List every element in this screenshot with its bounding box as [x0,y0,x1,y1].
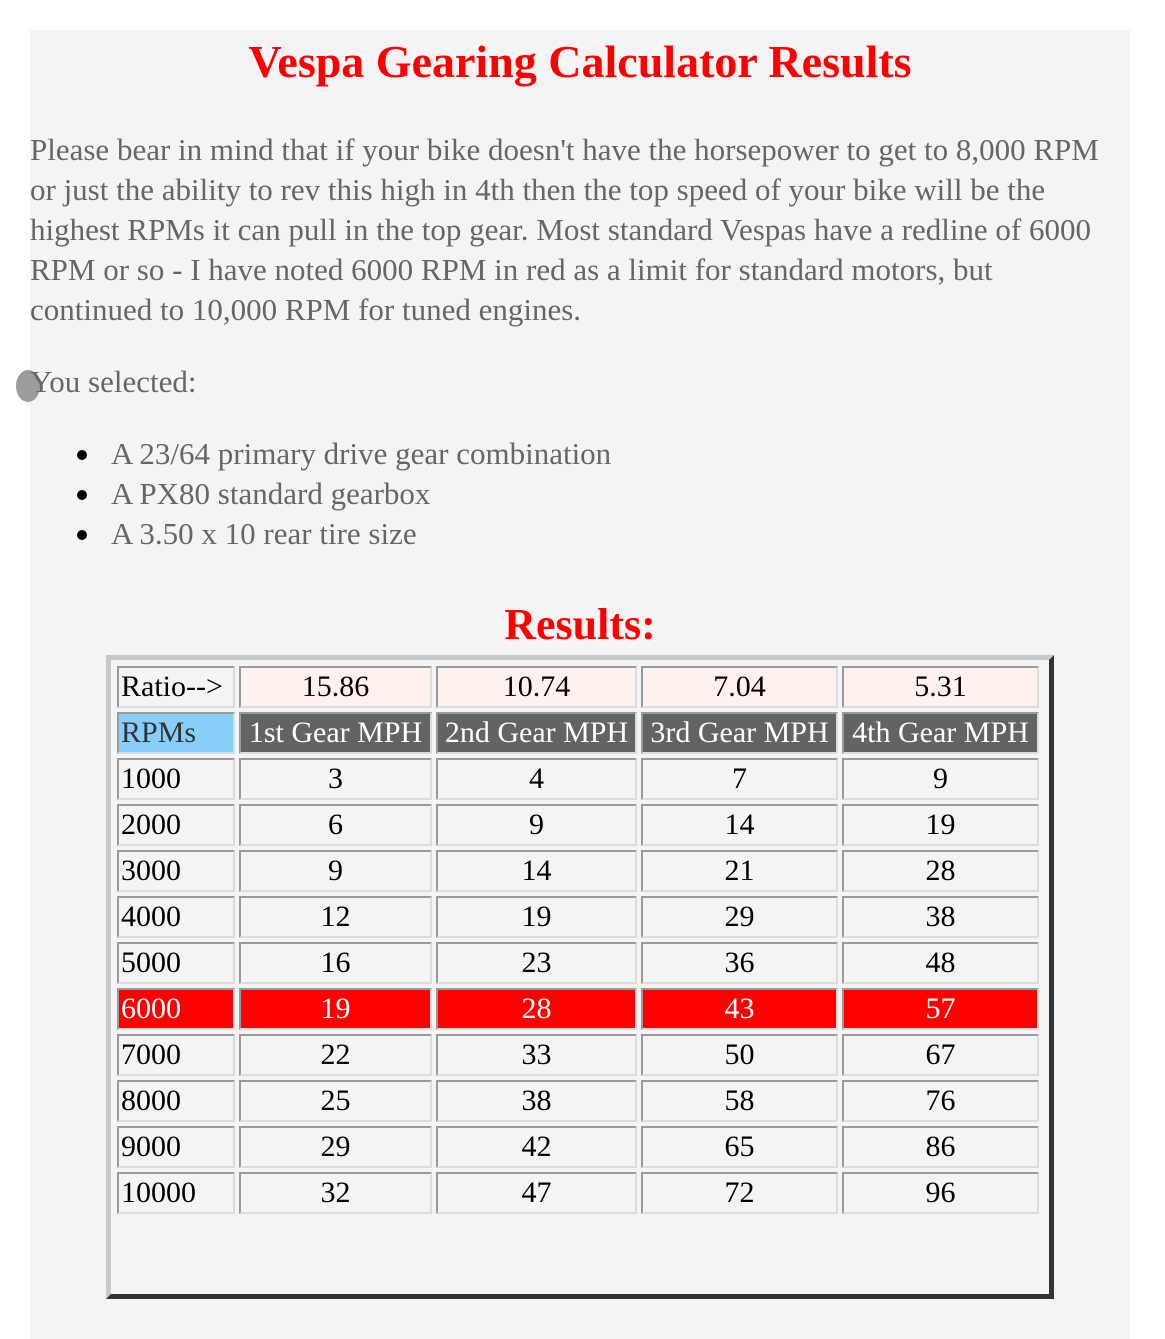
mph-cell: 3 [239,758,432,800]
ratio-row [117,666,1039,708]
mph-cell: 96 [842,1172,1039,1214]
ratio-cell: 10.74 [436,666,637,708]
selection-item: A PX80 standard gearbox [74,474,611,514]
mph-cell: 33 [436,1034,637,1076]
table-row [117,1080,1039,1122]
intro-paragraph: Please bear in mind that if your bike doesn't have the horsepower to get to 8,000 RPM or just the ability to rev this high in 4th then the top speed of your bike will be the highest RPMs it can pull in the top gear. Most standard Vespas have a redline of 6000 RPM or so - I have noted 6000 RPM in red as a limit for standard motors, but continued to 10,000 RPM for tuned engines. [30,132,1099,327]
mph-cell: 19 [239,988,432,1030]
redline-row [117,988,1039,1030]
ratio-cell: 5.31 [842,666,1039,708]
table-row [117,1034,1039,1076]
content-panel [30,30,1130,1339]
mph-cell: 14 [641,804,838,846]
rpm-cell: 9000 [117,1126,235,1168]
mph-cell: 9 [842,758,1039,800]
mph-cell: 9 [436,804,637,846]
rpm-cell: 1000 [117,758,235,800]
mph-cell: 28 [842,850,1039,892]
selection-item: A 3.50 x 10 rear tire size [74,514,611,554]
mph-cell: 19 [842,804,1039,846]
mph-cell: 29 [641,896,838,938]
mph-cell: 42 [436,1126,637,1168]
mph-cell: 76 [842,1080,1039,1122]
table-row [117,758,1039,800]
mph-cell: 7 [641,758,838,800]
mph-cell: 12 [239,896,432,938]
results-table [113,662,1043,1218]
rpm-cell: 2000 [117,804,235,846]
ratio-cell: 15.86 [239,666,432,708]
table-row [117,1126,1039,1168]
results-table-frame [106,655,1054,1299]
table-row [117,850,1039,892]
mph-cell: 47 [436,1172,637,1214]
mph-cell: 4 [436,758,637,800]
mph-cell: 48 [842,942,1039,984]
rpm-cell: 4000 [117,896,235,938]
rpm-header-cell: RPMs [117,712,235,754]
mph-cell: 28 [436,988,637,1030]
mph-cell: 38 [436,1080,637,1122]
table-row [117,1172,1039,1214]
mph-cell: 21 [641,850,838,892]
results-heading: Results: [504,600,656,649]
mph-cell: 58 [641,1080,838,1122]
rpm-cell: 3000 [117,850,235,892]
mph-cell: 9 [239,850,432,892]
gear-header-cell: 1st Gear MPH [239,712,432,754]
mph-cell: 22 [239,1034,432,1076]
table-row [117,804,1039,846]
mph-cell: 14 [436,850,637,892]
header-row [117,712,1039,754]
mph-cell: 86 [842,1126,1039,1168]
mph-cell: 57 [842,988,1039,1030]
mph-cell: 23 [436,942,637,984]
mph-cell: 72 [641,1172,838,1214]
rpm-cell: 8000 [117,1080,235,1122]
gear-header-cell: 4th Gear MPH [842,712,1039,754]
mph-cell: 65 [641,1126,838,1168]
rpm-cell: 10000 [117,1172,235,1214]
rpm-cell: 6000 [117,988,235,1030]
mph-cell: 16 [239,942,432,984]
mph-cell: 38 [842,896,1039,938]
ratio-cell: 7.04 [641,666,838,708]
mph-cell: 25 [239,1080,432,1122]
rpm-cell: 5000 [117,942,235,984]
mph-cell: 43 [641,988,838,1030]
selected-label: You selected: [30,364,197,399]
mph-cell: 19 [436,896,637,938]
mph-cell: 67 [842,1034,1039,1076]
mph-cell: 50 [641,1034,838,1076]
rpm-cell: 7000 [117,1034,235,1076]
gear-header-cell: 3rd Gear MPH [641,712,838,754]
table-row [117,942,1039,984]
selection-item: A 23/64 primary drive gear combination [74,434,611,474]
table-row [117,896,1039,938]
mph-cell: 36 [641,942,838,984]
selection-list [74,434,611,554]
mph-cell: 29 [239,1126,432,1168]
ratio-label-cell: Ratio--> [117,666,235,708]
page-title: Vespa Gearing Calculator Results [248,36,912,87]
gear-header-cell: 2nd Gear MPH [436,712,637,754]
mph-cell: 32 [239,1172,432,1214]
mph-cell: 6 [239,804,432,846]
